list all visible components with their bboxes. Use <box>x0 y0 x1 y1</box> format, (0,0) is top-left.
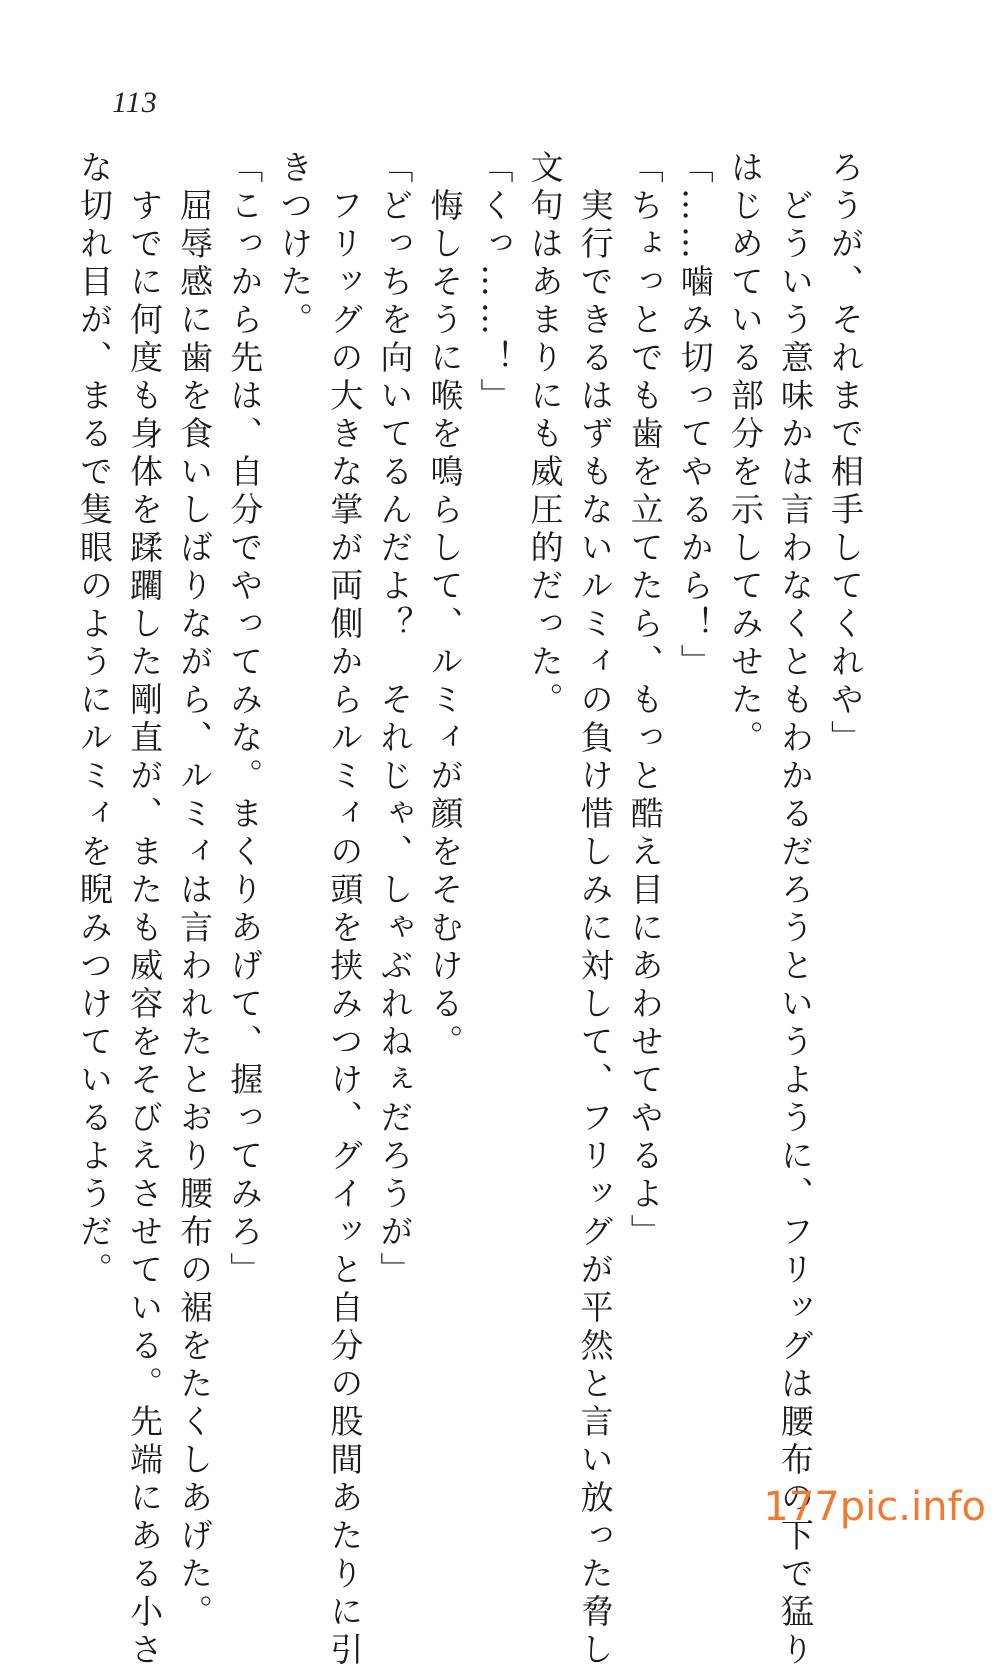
text-line: どういう意味かは言わなくともわかるだろうというように、フリッグは腰布の下で猛り <box>775 150 815 1670</box>
text-line: ろうが、それまで相手してくれや」 <box>825 150 865 758</box>
text-line: 屈辱感に歯を食いしばりながら、ルミィは言われたとおり腰布の裾をたくしあげた。 <box>175 150 215 1632</box>
watermark-logo: 177pic.info <box>763 1484 986 1530</box>
page-number: 113 <box>112 86 158 119</box>
text-line: 「どっちを向いてるんだよ？ それじゃ、しゃぶれねぇだろうが」 <box>375 150 415 1290</box>
text-line: 文句はあまりにも威圧的だった。 <box>525 150 565 720</box>
text-line: はじめている部分を示してみせた。 <box>725 150 765 758</box>
text-line: 「こっから先は、自分でやってみな。まくりあげて、握ってみろ」 <box>225 150 265 1290</box>
text-line: 「……噛み切ってやるから！」 <box>675 150 715 682</box>
text-line: 実行できるはずもないルミィの負け惜しみに対して、フリッグが平然と言い放った脅し <box>575 150 615 1670</box>
vertical-text-body <box>72 150 867 1670</box>
text-line: 「くっ……！」 <box>475 150 515 416</box>
text-line: きつけた。 <box>275 150 315 340</box>
text-line: フリッグの大きな掌が両側からルミィの頭を挟みつけ、グイッと自分の股間あたりに引 <box>325 150 365 1670</box>
text-line: すでに何度も身体を蹂躙した剛直が、またも威容をそびえさせている。先端にある小さ <box>125 150 165 1670</box>
text-line: 「ちょっとでも歯を立てたら、もっと酷え目にあわせてやるよ」 <box>625 150 665 1252</box>
text-line: 悔しそうに喉を鳴らして、ルミィが顔をそむける。 <box>425 150 465 1062</box>
text-line: な切れ目が、まるで隻眼のようにルミィを睨みつけているようだ。 <box>75 150 114 1290</box>
